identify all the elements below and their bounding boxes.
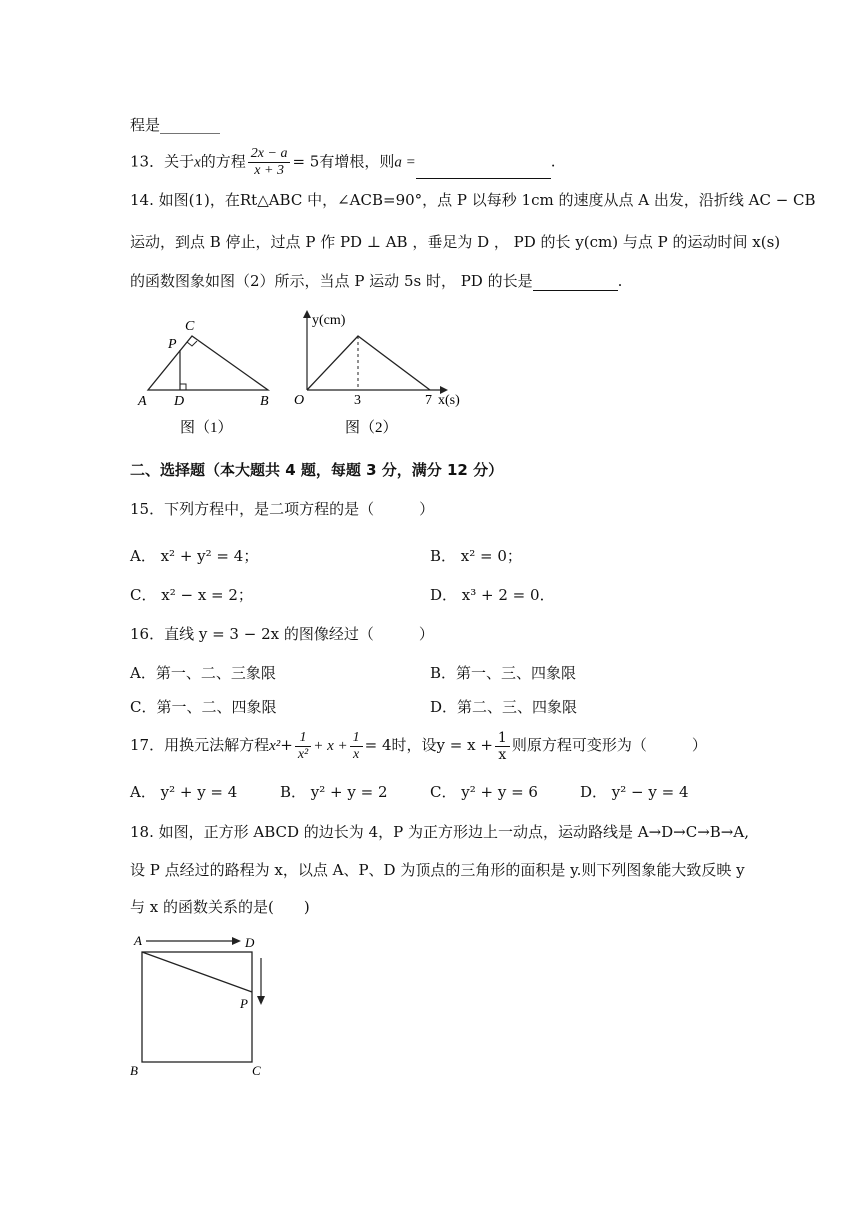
q15-option-b: B． x² = 0； (430, 547, 522, 565)
q17-plus1: + (280, 736, 293, 754)
q14-line3 (130, 271, 622, 291)
fig1-caption: 图（1） (180, 420, 233, 436)
q13-prefix: 13．关于 (130, 152, 195, 171)
q17-option-d: D． y² − y = 4 (580, 783, 689, 801)
q17-f1-denominator: x² (297, 746, 309, 762)
fig3-label-p: P (240, 996, 248, 1011)
fig1-label-d: D (174, 394, 185, 409)
q12-tail (130, 115, 220, 135)
q17-suffix: 则原方程可变形为（ ） (511, 736, 707, 754)
q17-f3-numerator: 1 (495, 730, 510, 747)
q13-avar: a = (394, 154, 416, 171)
fig1-label-c: C (185, 319, 195, 334)
q15-option-c: C． x² − x = 2； (130, 586, 253, 604)
figure-1-triangle (130, 312, 290, 437)
q12-tail-text: 程是 (130, 116, 161, 134)
fig2-tick-7: 7 (425, 393, 432, 408)
q14-line2: 运动，到点 B 停止，过点 P 作 PD ⊥ AB ，垂足为 D ， PD 的长 y(cm) 与点 P 的运动时间 x(s) (130, 233, 781, 251)
q13-end: . (550, 152, 556, 171)
q18-line1: 18. 如图，正方形 ABCD 的边长为 4，P 为正方形边上一动点，运动路线是 A→D→C→B→A, (130, 823, 749, 841)
q16-option-c: C．第一、二、四象限 (130, 698, 277, 716)
q17-prefix: 17．用换元法解方程 (130, 736, 270, 754)
q17-f2-denominator: x (353, 746, 360, 762)
q13-answer-blank (416, 164, 551, 179)
q15-stem: 15．下列方程中，是二项方程的是（ ） (130, 500, 435, 518)
q16-stem: 16．直线 y = 3 − 2x 的图像经过（ ） (130, 625, 434, 643)
section-2-heading: 二、选择题（本大题共 4 题，每题 3 分，满分 12 分） (130, 461, 504, 479)
q13-fraction (248, 146, 291, 179)
fig3-label-b: B (130, 1063, 138, 1078)
fig3-label-d: D (245, 935, 255, 950)
q13-eq: = 5 (292, 152, 320, 171)
q17-yeq: y = x + (436, 736, 493, 754)
q17-f1-numerator: 1 (295, 730, 311, 747)
q13-numerator: 2x − a (248, 146, 291, 163)
q17-f2-numerator: 1 (350, 730, 363, 747)
fig2-xlabel: x(s) (438, 393, 460, 408)
fig2-tick-3: 3 (354, 393, 361, 408)
q13-denominator: x + 3 (254, 163, 284, 178)
q17-fraction-1 (295, 730, 311, 763)
q14-line1: 14. 如图(1)，在Rt△ABC 中，∠ACB=90°，点 P 以每秒 1cm 的速度从点 A 出发，沿折线 AC − CB (130, 191, 816, 209)
q17-eq: = 4时，设 (364, 736, 437, 754)
q17-stem (130, 728, 707, 763)
q15-option-d: D． x³ + 2 = 0． (430, 586, 555, 604)
q17-x2: x² (269, 738, 281, 754)
fig2-caption: 图（2） (345, 420, 398, 436)
q14-answer-blank (533, 276, 618, 291)
question-13 (130, 146, 556, 179)
figure-2-graph (290, 306, 480, 438)
q16-option-d: D．第二、三、四象限 (430, 698, 578, 716)
q13-suffix: 有增根，则 (319, 152, 395, 171)
q17-option-c: C． y² + y = 6 (430, 783, 538, 801)
fig1-label-p: P (168, 337, 177, 352)
q17-fraction-2 (350, 730, 363, 763)
q17-plusx: + x + (313, 738, 348, 754)
q18-line3: 与 x 的函数关系的是( ) (130, 898, 310, 916)
q18-line2: 设 P 点经过的路程为 x，以点 A、P、D 为顶点的三角形的面积是 y.则下列图象能大致反映 y (130, 861, 745, 879)
q16-option-a: A．第一、二、三象限 (130, 664, 276, 682)
q17-fraction-3 (495, 730, 510, 763)
fig1-label-b: B (260, 394, 269, 409)
q16-option-b: B．第一、三、四象限 (430, 664, 577, 682)
q14-end: . (617, 272, 623, 290)
q13-var: x (194, 154, 201, 171)
q13-mid: 的方程 (200, 152, 246, 171)
fig2-origin: O (294, 393, 305, 408)
q17-option-b: B． y² + y = 2 (280, 783, 388, 801)
q15-option-a: A． x² + y² = 4； (130, 547, 259, 565)
q17-option-a: A． y² + y = 4 (130, 783, 238, 801)
fig3-label-a: A (134, 933, 142, 948)
q17-f3-denominator: x (498, 746, 507, 763)
q12-blank: ________ (160, 116, 221, 134)
figure-3-square (128, 930, 278, 1080)
fig1-label-a: A (138, 394, 147, 409)
q14-line3-text: 的函数图象如图（2）所示，当点 P 运动 5s 时， PD 的长是 (130, 272, 533, 290)
fig2-ylabel: y(cm) (312, 313, 346, 328)
fig3-label-c: C (252, 1063, 261, 1078)
